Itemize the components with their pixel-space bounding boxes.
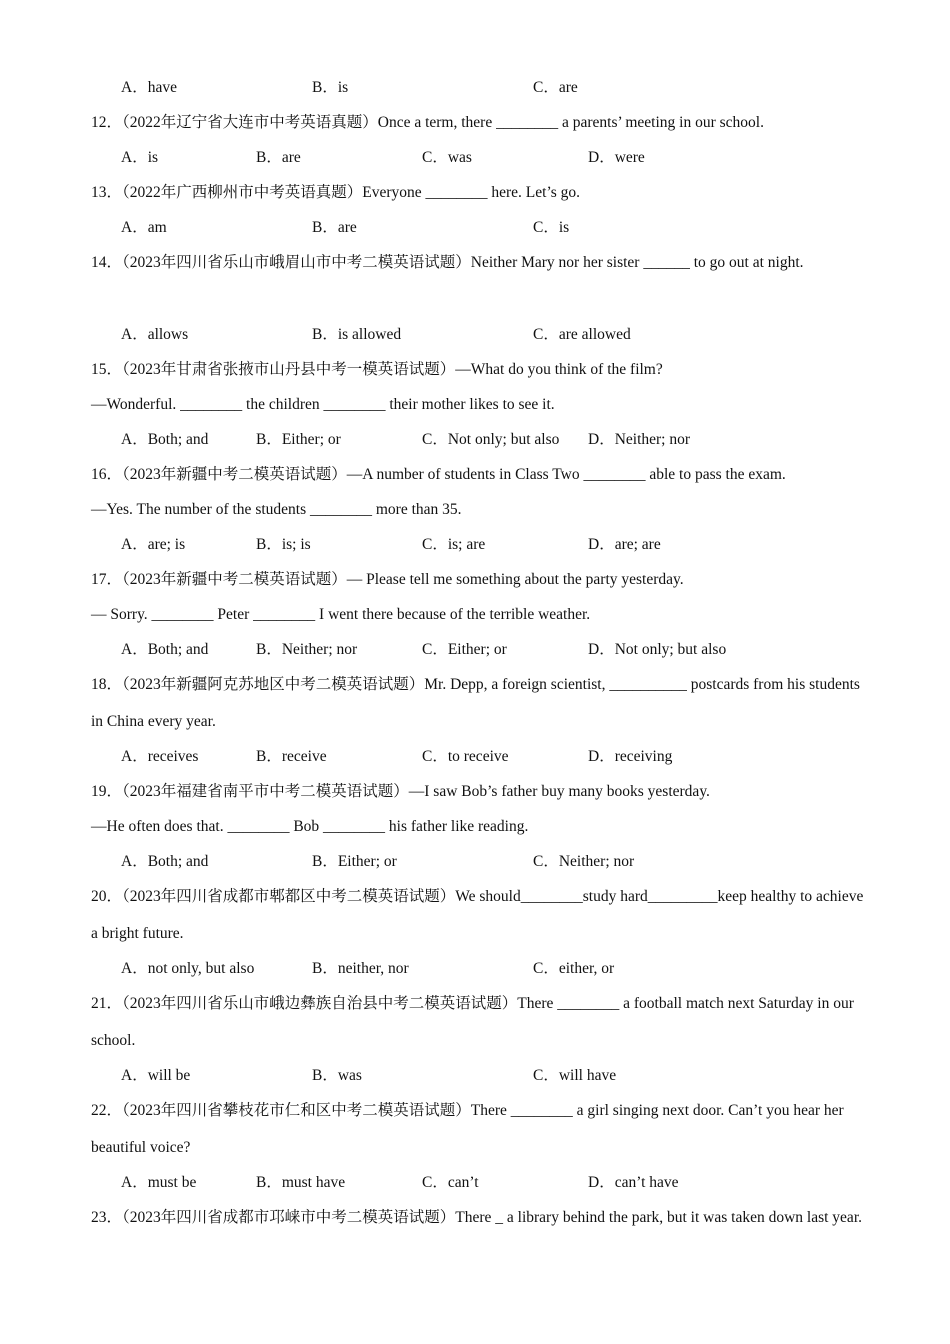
option-b: B．is <box>312 79 349 96</box>
q20-stem: 20．（2023年四川省成都市郫都区中考二模英语试题）We should________study hard_________keep healthy to achieve a bright future. <box>91 888 864 942</box>
q13-options <box>121 218 881 238</box>
option-c: C．to receive <box>422 748 509 765</box>
option-d: D．Not only; but also <box>588 641 727 658</box>
option-c: C．are allowed <box>533 326 631 343</box>
option-d: D．were <box>588 149 645 166</box>
option-d: D．receiving <box>588 748 673 765</box>
option-b: B．Neither; nor <box>256 641 358 658</box>
option-c: C．Not only; but also <box>422 431 560 448</box>
option-a: A．allows <box>121 326 189 343</box>
q16-options <box>121 535 881 555</box>
option-b: B．must have <box>256 1174 346 1191</box>
option-b: B．Either; or <box>312 853 397 870</box>
option-a: A．not only, but also <box>121 960 255 977</box>
q16-dialogue-line: —Yes. The number of the students ________ more than 35. <box>91 501 462 518</box>
option-a: A．Both; and <box>121 853 209 870</box>
q23-stem: 23．（2023年四川省成都市邛崃市中考二模英语试题）There _ a library behind the park, but it was taken down last year. <box>91 1209 862 1226</box>
option-a: A．Both; and <box>121 641 209 658</box>
option-c: C．can’t <box>422 1174 479 1191</box>
q19-stem: 19．（2023年福建省南平市中考二模英语试题）—I saw Bob’s father buy many books yesterday. <box>91 783 710 800</box>
q18-options <box>121 747 881 767</box>
q14-stem: 14．（2023年四川省乐山市峨眉山市中考二模英语试题）Neither Mary nor her sister ______ to go out at night. <box>91 254 804 271</box>
q14-options <box>121 325 881 345</box>
q21-stem: 21．（2023年四川省乐山市峨边彝族自治县中考二模英语试题）There ________ a football match next Saturday in our school. <box>91 995 854 1049</box>
option-b: B．receive <box>256 748 327 765</box>
q18-stem: 18．（2023年新疆阿克苏地区中考二模英语试题）Mr. Depp, a foreign scientist, __________ postcards from his students in China every year. <box>91 676 860 730</box>
option-b: B．neither, nor <box>312 960 409 977</box>
q15-stem: 15．（2023年甘肃省张掖市山丹县中考一模英语试题）—What do you think of the film? <box>91 361 663 378</box>
option-a: A．is <box>121 149 159 166</box>
option-a: A．Both; and <box>121 431 209 448</box>
option-c: C．will have <box>533 1067 617 1084</box>
option-d: D．Neither; nor <box>588 431 691 448</box>
q22-options <box>121 1173 881 1193</box>
option-b: B．Either; or <box>256 431 341 448</box>
q19-dialogue-line: —He often does that. ________ Bob ________ his father like reading. <box>91 818 529 835</box>
q17-dialogue-line: — Sorry. ________ Peter ________ I went there because of the terrible weather. <box>91 606 591 623</box>
option-c: C．is <box>533 219 570 236</box>
option-c: C．Neither; nor <box>533 853 635 870</box>
q21-options <box>121 1066 881 1086</box>
option-a: A．must be <box>121 1174 197 1191</box>
option-a: A．receives <box>121 748 199 765</box>
option-c: C．either, or <box>533 960 615 977</box>
option-a: A．am <box>121 219 167 236</box>
q12-options <box>121 148 881 168</box>
option-c: C．are <box>533 79 578 96</box>
option-d: D．are; are <box>588 536 661 553</box>
option-d: D．can’t have <box>588 1174 679 1191</box>
option-a: A．are; is <box>121 536 186 553</box>
option-b: B．was <box>312 1067 362 1084</box>
option-b: B．is; is <box>256 536 311 553</box>
option-c: C．Either; or <box>422 641 507 658</box>
q17-options <box>121 640 881 660</box>
option-b: B．are <box>256 149 301 166</box>
q15-dialogue-line: —Wonderful. ________ the children ________ their mother likes to see it. <box>91 396 555 413</box>
q17-stem: 17．（2023年新疆中考二模英语试题）— Please tell me something about the party yesterday. <box>91 571 684 588</box>
option-c: C．was <box>422 149 472 166</box>
option-a: A．will be <box>121 1067 191 1084</box>
q20-options <box>121 959 881 979</box>
q15-options <box>121 430 881 450</box>
q19-options <box>121 852 881 872</box>
q12-stem: 12．（2022年辽宁省大连市中考英语真题）Once a term, there ________ a parents’ meeting in our school. <box>91 114 764 131</box>
option-b: B．is allowed <box>312 326 402 343</box>
option-c: C．is; are <box>422 536 486 553</box>
q13-stem: 13．（2022年广西柳州市中考英语真题）Everyone ________ here. Let’s go. <box>91 184 581 201</box>
option-a: A．have <box>121 79 177 96</box>
q11-options <box>121 78 881 98</box>
q22-stem: 22．（2023年四川省攀枝花市仁和区中考二模英语试题）There ________ a girl singing next door. Can’t you hear her beautiful voice? <box>91 1102 844 1156</box>
q16-stem: 16．（2023年新疆中考二模英语试题）—A number of students in Class Two ________ able to pass the exam. <box>91 466 786 483</box>
option-b: B．are <box>312 219 357 236</box>
